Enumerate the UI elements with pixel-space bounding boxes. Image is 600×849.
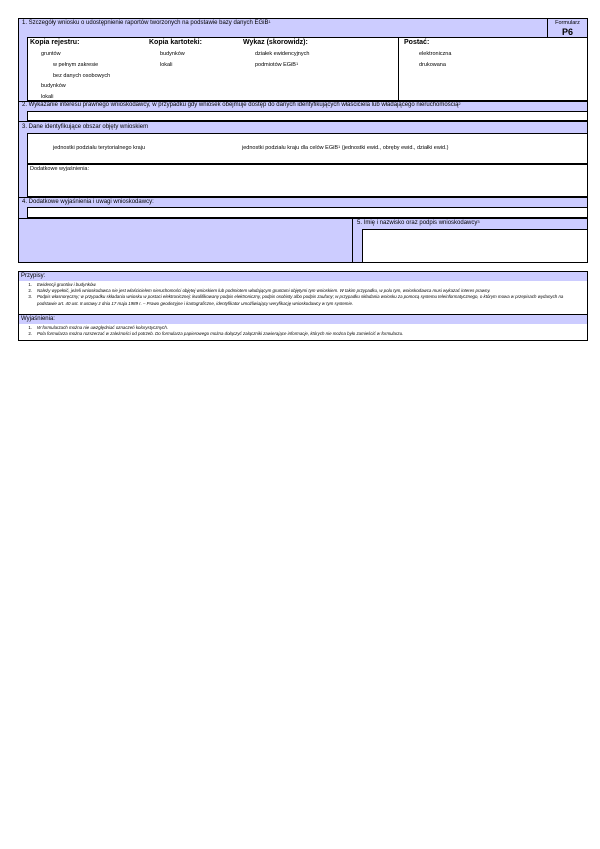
option-jednostki-terytorialne[interactable]: jednostki podziału terytorialnego kraju xyxy=(53,145,146,151)
section-divider xyxy=(18,218,588,219)
signature-divider xyxy=(352,218,353,263)
option-jednostki-egib[interactable]: jednostki podziału kraju dla celów EGiB$^1$ (jednostki ewid., obręby ewid., działki ewid.) xyxy=(242,144,449,151)
kopia-kartoteki-header: Kopia kartoteki: xyxy=(149,39,202,46)
area-extra-explanations-field[interactable] xyxy=(27,164,588,197)
option-lokali-rejestr[interactable]: lokali xyxy=(41,94,54,100)
option-bez-danych-osobowych[interactable]: bez danych osobowych xyxy=(53,73,111,79)
option-gruntow[interactable]: gruntów xyxy=(41,51,61,57)
explanation-item: 2. Pola formularza można rozszerzać w zależności od potrzeb. Do formularza papierowego można dołączyć załączniki zawierające informacje, których nie można było zamieścić w formularzu. xyxy=(28,331,404,337)
explanation-item: 1. W formularzach można nie uwzględniać oznaczeń kolorystycznych. xyxy=(28,325,169,330)
option-podmiotow-egib[interactable]: podmiotów EGiB$^1$ xyxy=(255,61,299,68)
footnote-item: 3. Podpis własnoręczny; w przypadku składania wniosku w postaci elektronicznej: kwalifikowany podpis elektroniczny, podpis osobisty albo podpis zaufany; w przypadku składania wniosku za pomocą systemu teleinformatycznego, o którym mowa w przepisach wydanych na podstawie art. 40 ust. 8 ustawy z dnia 17 maja 1989 r. – Prawo geodezyjne i kartograficzne, identyfikator umożliwiający weryfikację wnioskodawcy w tym systemie. xyxy=(28,294,564,306)
option-dzialek-ewidencyjnych[interactable]: działek ewidencyjnych xyxy=(255,51,310,57)
section-divider xyxy=(18,121,588,122)
section5-title: 5. Imię i nazwisko oraz podpis wnioskodawcy$^3$ xyxy=(357,219,480,226)
section3-title: 3. Dane identyfikujące obszar objęty wnioskiem xyxy=(22,124,149,130)
form-code: P6 xyxy=(561,26,573,37)
section1-content xyxy=(27,37,588,101)
footnotes-title: Przypisy: xyxy=(21,273,46,279)
postac-header: Postać: xyxy=(404,39,430,46)
option-lokali-kartoteka[interactable]: lokali xyxy=(160,62,173,68)
explanations-title: Wyjaśnienia: xyxy=(21,316,55,322)
section-divider xyxy=(18,197,588,198)
column-divider xyxy=(398,37,399,101)
footnotes-list xyxy=(22,282,582,307)
kopia-rejestru-header: Kopia rejestru: xyxy=(30,39,80,46)
legal-interest-field[interactable] xyxy=(27,111,588,121)
section2-title: 2. Wykazanie interesu prawnego wnioskodawcy, w przypadku gdy wniosek obejmuje dostęp do danych identyfikujących właściciela lub władającego nieruchomością$^2$ xyxy=(22,101,461,108)
explanations-header xyxy=(19,315,587,324)
option-budynkow-rejestr[interactable]: budynków xyxy=(41,83,66,89)
option-budynkow-kartoteka[interactable]: budynków xyxy=(160,51,185,57)
option-elektroniczna[interactable]: elektroniczna xyxy=(419,51,452,57)
explanations-list xyxy=(22,325,582,337)
footnotes-header xyxy=(19,272,587,281)
form-label: Formularz xyxy=(555,20,580,26)
option-drukowana[interactable]: drukowana xyxy=(419,62,446,68)
footnote-item: 1. Ewidencji gruntów i budynków. xyxy=(28,282,97,287)
wykaz-header: Wykaz (skorowidz): xyxy=(243,39,308,46)
signature-field[interactable] xyxy=(362,229,588,263)
section4-title: 4. Dodatkowe wyjaśnienia i uwagi wnioskodawcy: xyxy=(22,199,154,205)
option-pelny-zakres[interactable]: w pełnym zakresie xyxy=(53,62,99,68)
section1-title: 1. Szczegóły wniosku o udostępnienie raportów tworzonych na podstawie bazy danych EGiB$^1$ xyxy=(22,19,271,26)
extra-explanations-label: Dodatkowe wyjaśnienia: xyxy=(30,166,90,172)
footnote-item: 2. Należy wypełnić, jeżeli wnioskodawca nie jest właścicielem nieruchomości objętej wnioskiem lub podmiotem władającym gruntami objętymi tym wnioskiem. W takim przypadku, w polu tym, wnioskodawca musi wykazać interes prawny. xyxy=(28,288,491,294)
applicant-remarks-field[interactable] xyxy=(27,207,588,218)
form-code-box xyxy=(547,18,588,39)
